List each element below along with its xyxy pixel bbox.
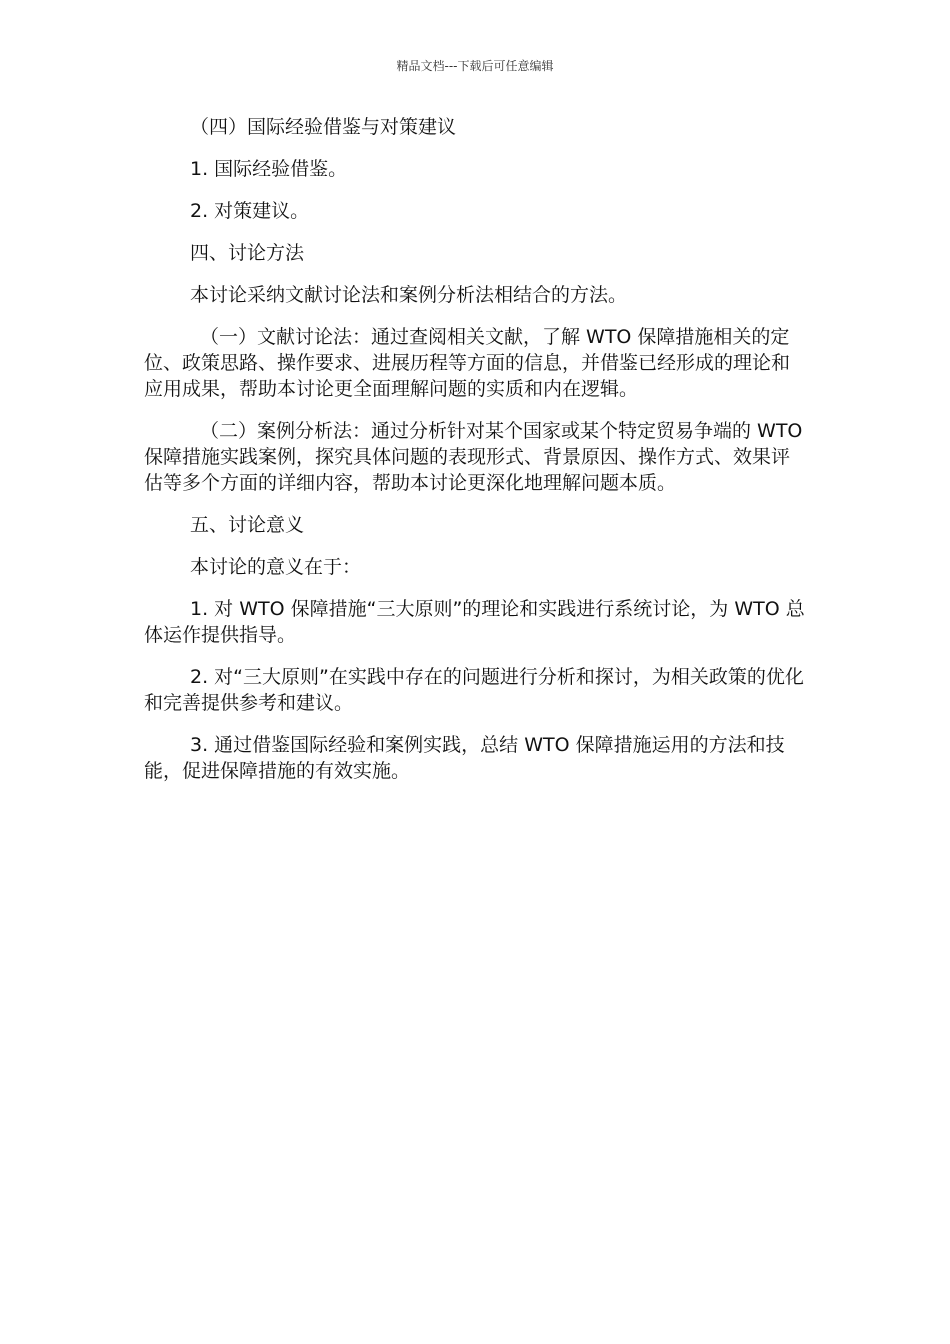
page-header: 精品文档---下载后可任意编辑 [396, 59, 554, 73]
paragraph: 本讨论的意义在于： [190, 556, 362, 578]
list-item: 1. 对 WTO 保障措施“三大原则”的理论和实践进行系统讨论，为 WTO 总体运作提供指导。 [144, 598, 805, 646]
paragraph: 本讨论采纳文献讨论法和案例分析法相结合的方法。 [190, 284, 628, 306]
section-heading: （四）国际经验借鉴与对策建议 [190, 116, 457, 138]
list-item: 3. 通过借鉴国际经验和案例实践，总结 WTO 保障措施运用的方法和技能，促进保障措施的有效实施。 [144, 734, 785, 782]
list-item: 1. 国际经验借鉴。 [190, 158, 348, 180]
section-heading: 五、讨论意义 [190, 514, 305, 536]
list-item: 2. 对“三大原则”在实践中存在的问题进行分析和探讨，为相关政策的优化和完善提供参考和建议。 [144, 666, 804, 714]
paragraph: （二）案例分析法：通过分析针对某个国家或某个特定贸易争端的 WTO 保障措施实践案例，探究具体问题的表现形式、背景原因、操作方式、效果评估等多个方面的详细内容，帮助本讨论更深化地理解问题本质。 [144, 420, 803, 494]
document-body [144, 114, 808, 784]
list-item: 2. 对策建议。 [190, 200, 310, 222]
paragraph: （一）文献讨论法：通过查阅相关文献，了解 WTO 保障措施相关的定位、政策思路、操作要求、进展历程等方面的信息，并借鉴已经形成的理论和应用成果，帮助本讨论更全面理解问题的实质和内在逻辑。 [144, 326, 791, 400]
section-heading: 四、讨论方法 [190, 242, 305, 264]
